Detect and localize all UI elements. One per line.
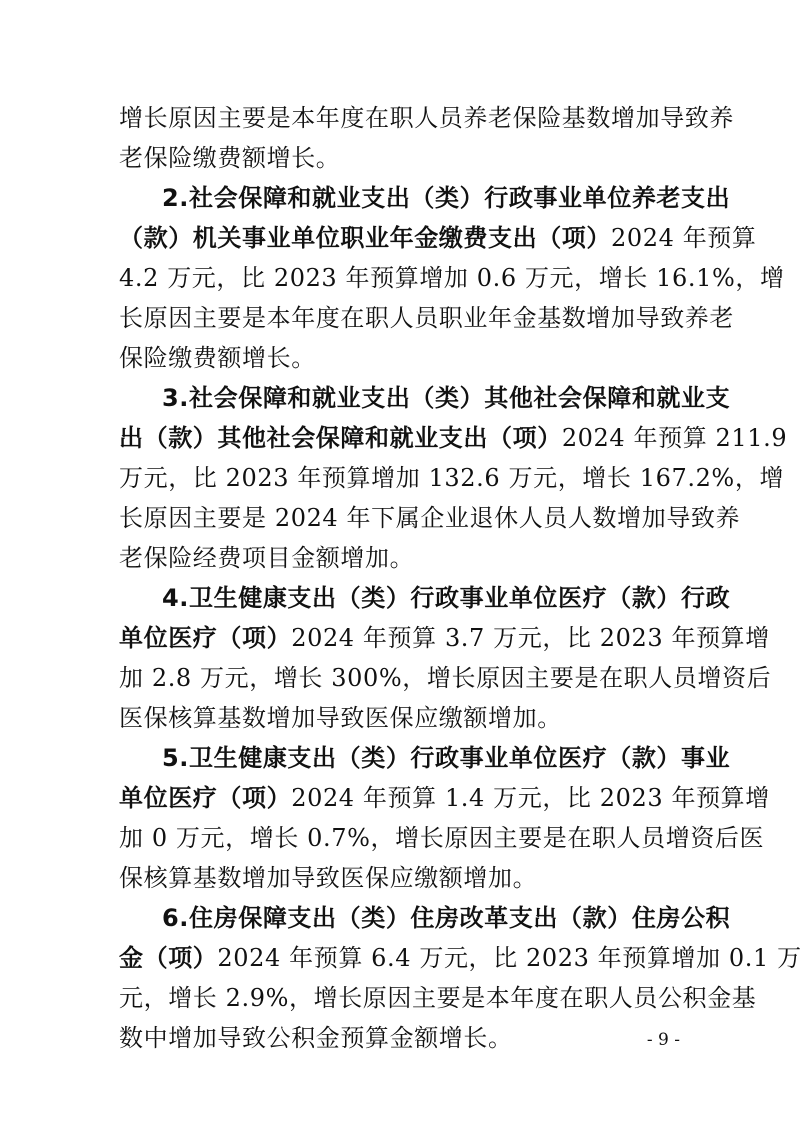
text-line: 长原因主要是 2024 年下属企业退休人员人数增加导致养: [119, 504, 741, 532]
text-line: 医保核算基数增加导致医保应缴额增加。: [119, 704, 562, 732]
text-line: 保险缴费额增长。: [119, 344, 316, 372]
text-line: 老保险缴费额增长。: [119, 144, 341, 172]
text-line: 保核算基数增加导致医保应缴额增加。: [119, 864, 538, 892]
text-line: 加 0 万元，增长 0.7%，增长原因主要是在职人员增资后医: [119, 824, 765, 852]
text-fragment: 2024 年预算 1.4 万元，比 2023 年预算增: [291, 784, 770, 812]
text-line: 增长原因主要是本年度在职人员养老保险基数增加导致养: [119, 104, 734, 132]
text-fragment: 2024 年预算 211.9: [561, 424, 788, 452]
section-heading: 单位医疗（项）: [119, 624, 292, 652]
text-line: 长原因主要是本年度在职人员职业年金基数增加导致养老: [119, 304, 734, 332]
text-line: [119, 222, 757, 254]
section-heading: 2.社会保障和就业支出（类）行政事业单位养老支出: [162, 184, 731, 212]
text-line: 万元，比 2023 年预算增加 132.6 万元，增长 167.2%，增: [119, 464, 785, 492]
text-line: [119, 422, 788, 454]
text-line: 加 2.8 万元，增长 300%，增长原因主要是在职人员增资后: [119, 664, 772, 692]
section-heading: 单位医疗（项）: [119, 784, 292, 812]
text-line: 元，增长 2.9%，增长原因主要是本年度在职人员公积金基: [119, 984, 757, 1012]
text-line: [119, 622, 770, 654]
text-line: 老保险经费项目金额增加。: [119, 544, 415, 572]
text-line: 数中增加导致公积金预算金额增长。: [119, 1024, 513, 1052]
text-line: [119, 942, 802, 974]
section-heading: （款）机关事业单位职业年金缴费支出（项）: [119, 224, 611, 252]
section-heading: 4.卫生健康支出（类）行政事业单位医疗（款）行政: [162, 584, 731, 612]
section-heading: 出（款）其他社会保障和就业支出（项）: [119, 424, 562, 452]
section-heading: 3.社会保障和就业支出（类）其他社会保障和就业支: [162, 384, 731, 412]
text-fragment: 2024 年预算: [611, 224, 757, 252]
text-line: [119, 782, 770, 814]
text-fragment: 2024 年预算 3.7 万元，比 2023 年预算增: [291, 624, 770, 652]
section-heading: 6.住房保障支出（类）住房改革支出（款）住房公积: [162, 904, 731, 932]
text-fragment: 2024 年预算 6.4 万元，比 2023 年预算增加 0.1 万: [217, 944, 802, 972]
page-number: - 9 -: [646, 1030, 680, 1050]
text-line: 4.2 万元，比 2023 年预算增加 0.6 万元，增长 16.1%，增: [119, 264, 785, 292]
section-heading: 5.卫生健康支出（类）行政事业单位医疗（款）事业: [162, 744, 731, 772]
section-heading: 金（项）: [119, 944, 218, 972]
